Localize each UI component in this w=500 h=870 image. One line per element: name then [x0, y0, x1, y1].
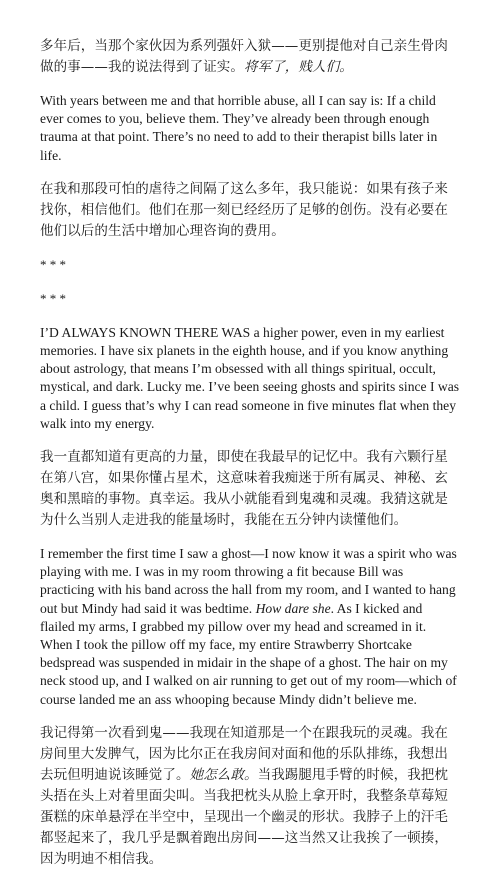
section-break-1: * * *: [40, 256, 66, 272]
paragraph-zh-1: [40, 36, 460, 78]
paragraph-en-3: [40, 545, 460, 709]
paragraph-emphasis: How dare she: [255, 600, 331, 616]
paragraph-emphasis: 将军了，贱人们。: [244, 59, 353, 75]
paragraph-en-2: I’D ALWAYS KNOWN THERE WAS a higher power, even in my earliest memories. I have six planets in the eighth house, and if you know anything about astrology, that means I’m obsessed with all things spiritual, occult, mystical, and dark. Lucky me. I’ve been seeing ghosts and spirits since I was a child. I guess that’s why I can read someone in five minutes flat when they walk into my energy.: [40, 324, 460, 431]
paragraph-zh-2: 在我和那段可怕的虐待之间隔了这么多年，我只能说：如果有孩子来找你，相信他们。他们在那一刻已经经历了足够的创伤。没有必要在他们以后的生活中增加心理咨询的费用。: [40, 180, 448, 239]
paragraph-emphasis: 她怎么敢。: [189, 766, 258, 783]
paragraph-text: 我记得第一次看到鬼——我现在知道那是一个在跟我玩的灵魂。我在房间里大发脾气，因为比尔正在我房间对面和他的乐队排练，我想出去玩但明迪说该睡觉了。: [40, 724, 448, 783]
paragraph-text: 多年后，当那个家伙因为系列强奸入狱——更别提他对自己亲生骨肉做的事——我的说法得到了证实。: [40, 38, 448, 75]
section-break-2: * * *: [40, 290, 66, 306]
paragraph-text: 当我踢腿甩手臂的时候，我把枕头捂在头上对着里面尖叫。当我把枕头从脸上拿开时，我整条草莓短蛋糕的床单悬浮在半空中，呈现出一个幽灵的形状。我脖子上的汗毛都竖起来了，我几乎是飘着跑出房间——这当然又让我挨了一顿揍，因为明迪不相信我。: [40, 766, 449, 867]
paragraph-en-1: With years between me and that horrible abuse, all I can say is: If a child ever comes to you, believe them. They’ve already been through enough trauma at that point. There’s no need to add to their therapist bills later in life.: [40, 93, 438, 163]
paragraph-text: . As I kicked and flailed my arms, I grabbed my pillow over my head and screamed in it. When I took the pillow off my face, my entire Strawberry Shortcake bedspread was suspended in midair in the shape of a ghost. The hair on my neck stood up, and I walked on air running to get out of my room—which of course landed me an ass whooping because Mindy didn’t believe me.: [40, 600, 457, 707]
paragraph-zh-3: 我一直都知道有更高的力量，即使在我最早的记忆中。我有六颗行星在第八宫，如果你懂占星术，这意味着我痴迷于所有属灵、神秘、玄奥和黑暗的事物。真幸运。我从小就能看到鬼魂和灵魂。我猜这就是为什么当别人走进我的能量场时，我能在五分钟内读懂他们。: [40, 449, 448, 529]
paragraph-text: I remember the first time I saw a ghost—I now know it was a spirit who was playing with me. I was in my room throwing a fit because Bill was practicing with his band across the hall from my room, and I wanted to hang out but Mindy had said it was bedtime.: [40, 546, 457, 616]
paragraph-zh-4: [40, 723, 460, 870]
